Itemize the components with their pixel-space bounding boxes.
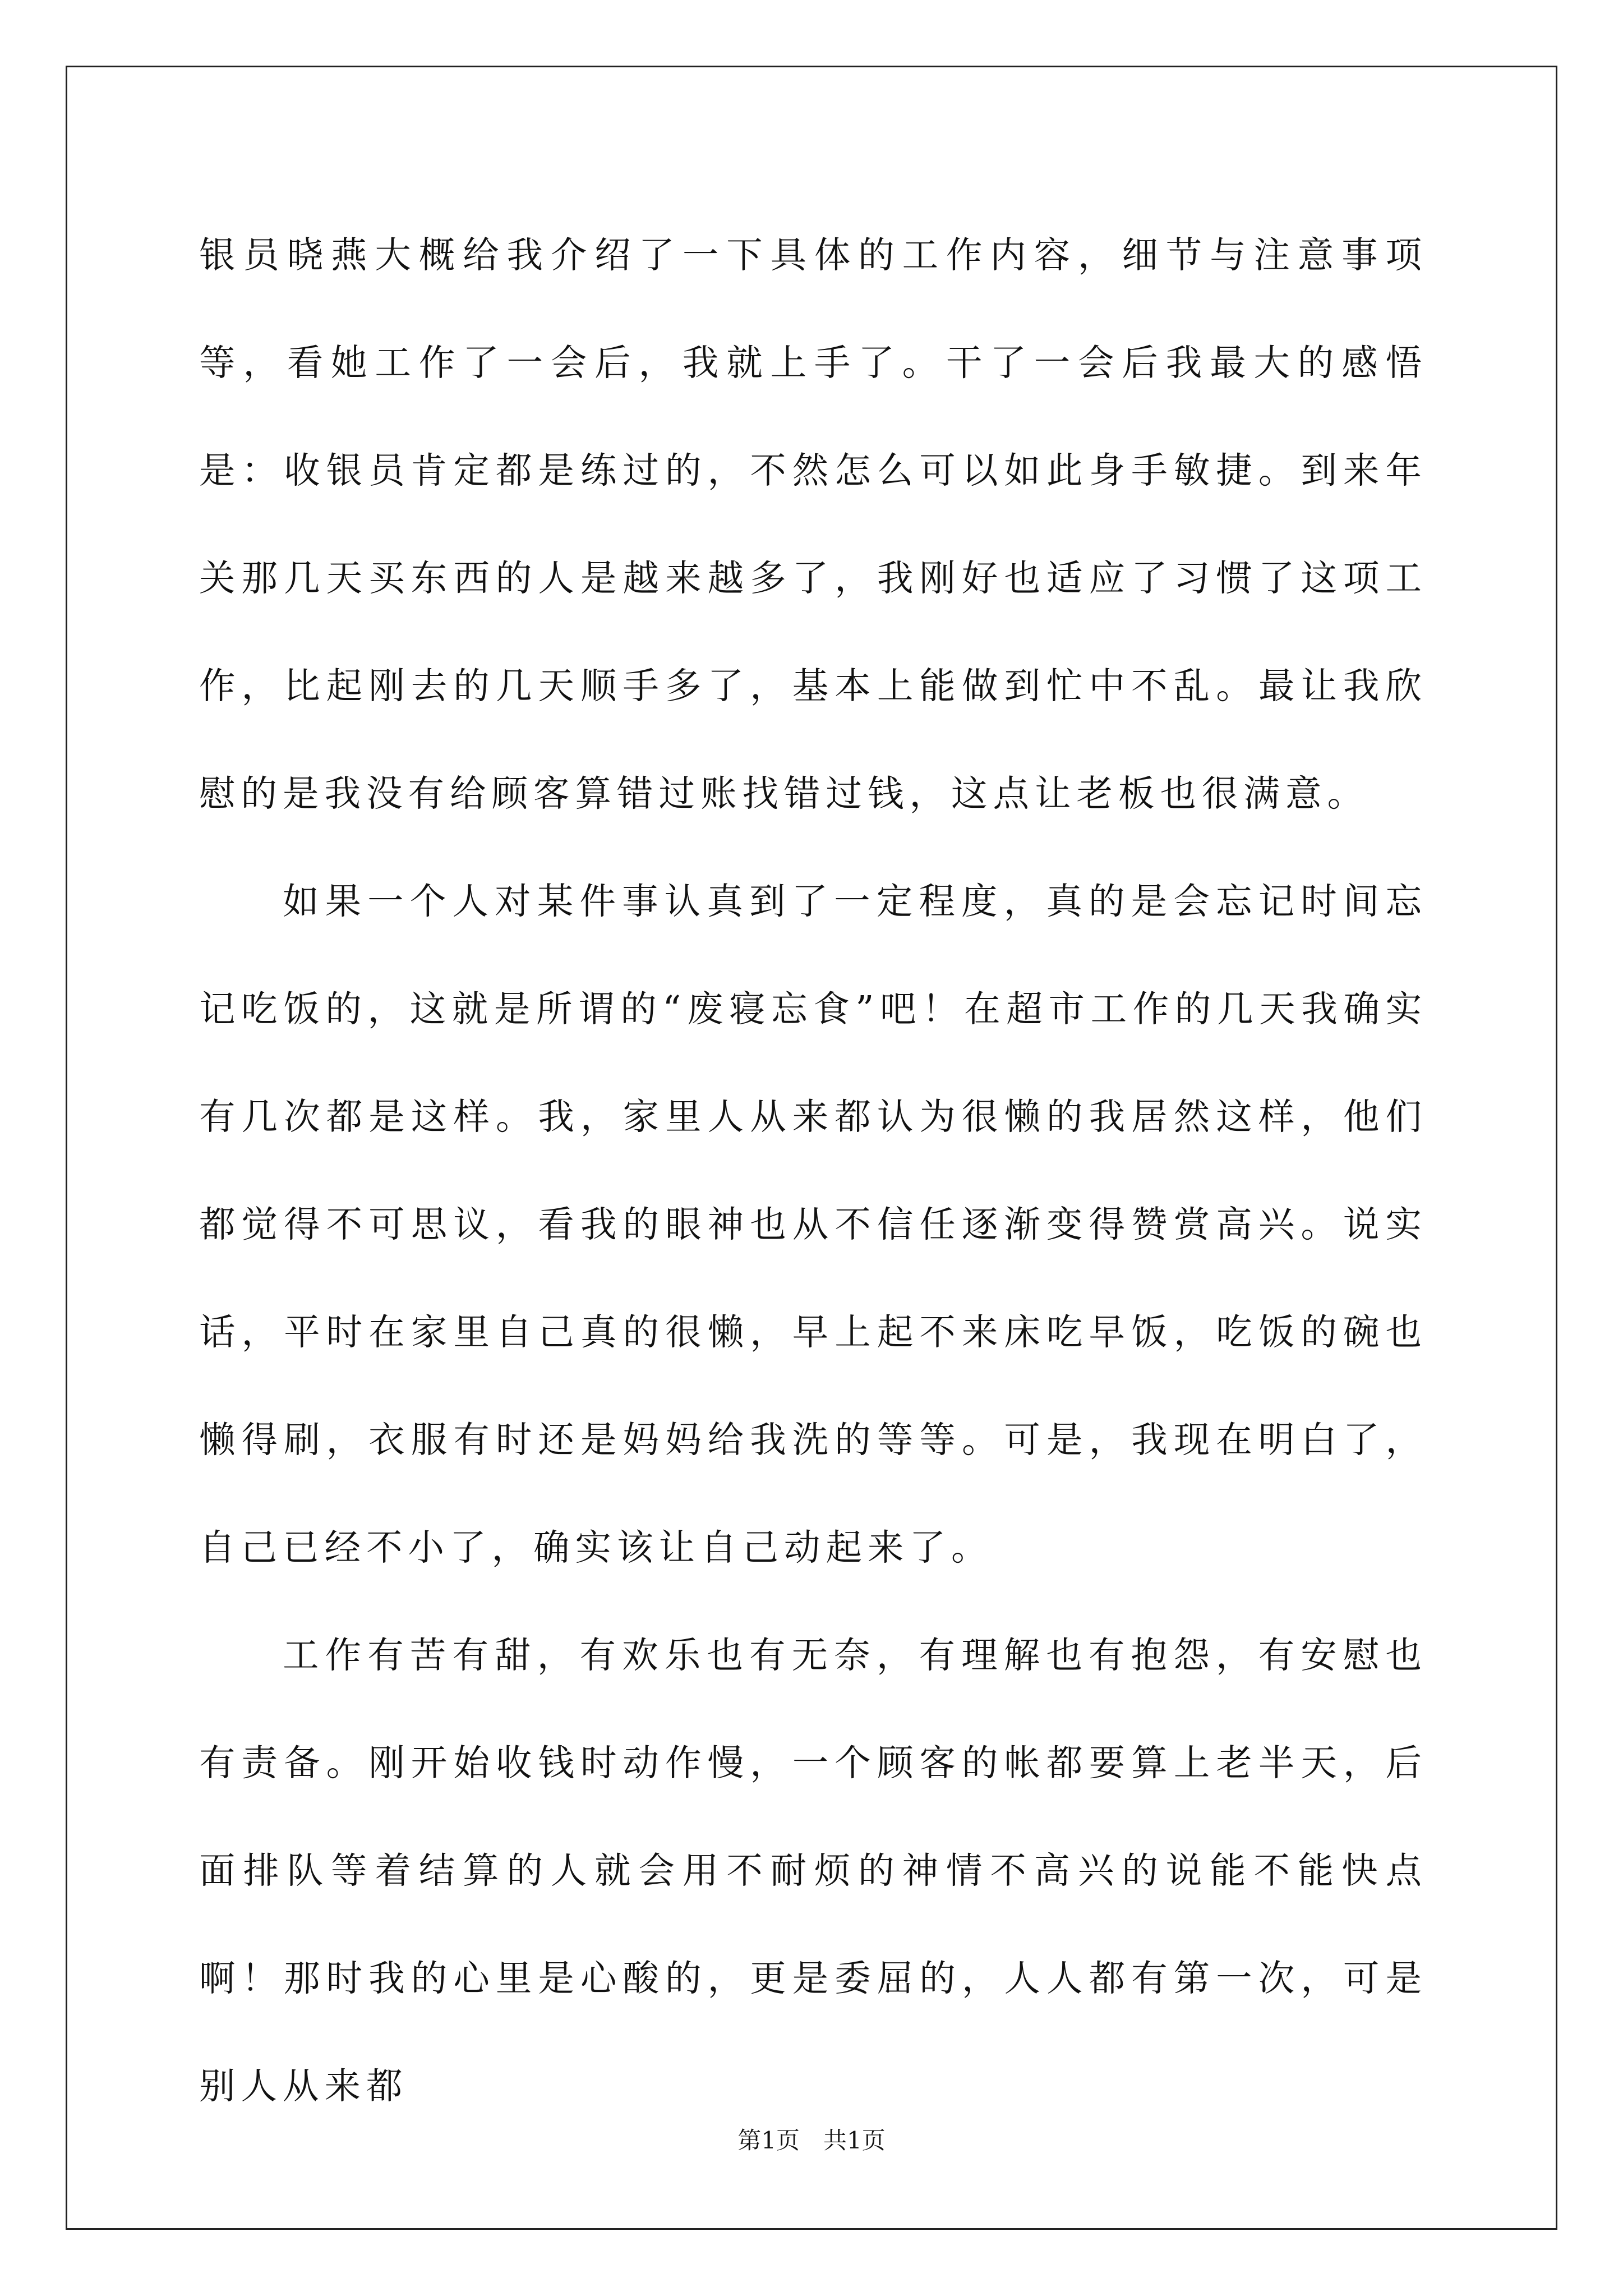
document-body (199, 202, 1427, 2141)
page-footer: 第1页 共1页 (737, 2127, 886, 2154)
paragraph-1: 银员晓燕大概给我介绍了一下具体的工作内容，细节与注意事项等，看她工作了一会后，我就上手了。干了一会后我最大的感悟是：收银员肯定都是练过的，不然怎么可以如此身手敏捷。到来年关那几天买东西的人是越来越多了，我刚好也适应了习惯了这项工作，比起刚去的几天顺手多了，基本上能做到忙中不乱。最让我欣慰的是我没有给顾客算错过账找错过钱，这点让老板也很满意。 (199, 234, 1427, 815)
paragraph-3: 工作有苦有甜，有欢乐也有无奈，有理解也有抱怨，有安慰也有责备。刚开始收钱时动作慢，一个顾客的帐都要算上老半天，后面排队等着结算的人就会用不耐烦的神情不高兴的说能不能快点啊！那时我的心里是心酸的，更是委屈的，人人都有第一次，可是别人从来都 (199, 1635, 1427, 2108)
paragraph-2: 如果一个人对某件事认真到了一定程度，真的是会忘记时间忘记吃饭的，这就是所谓的“废寝忘食”吧！在超市工作的几天我确实有几次都是这样。我，家里人从来都认为很懒的我居然这样，他们都觉得不可思议，看我的眼神也从不信任逐渐变得赞赏高兴。说实话，平时在家里自己真的很懒，早上起不来床吃早饭，吃饭的碗也懒得刷，衣服有时还是妈妈给我洗的等等。可是，我现在明白了，自己已经不小了，确实该让自己动起来了。 (199, 881, 1427, 1569)
